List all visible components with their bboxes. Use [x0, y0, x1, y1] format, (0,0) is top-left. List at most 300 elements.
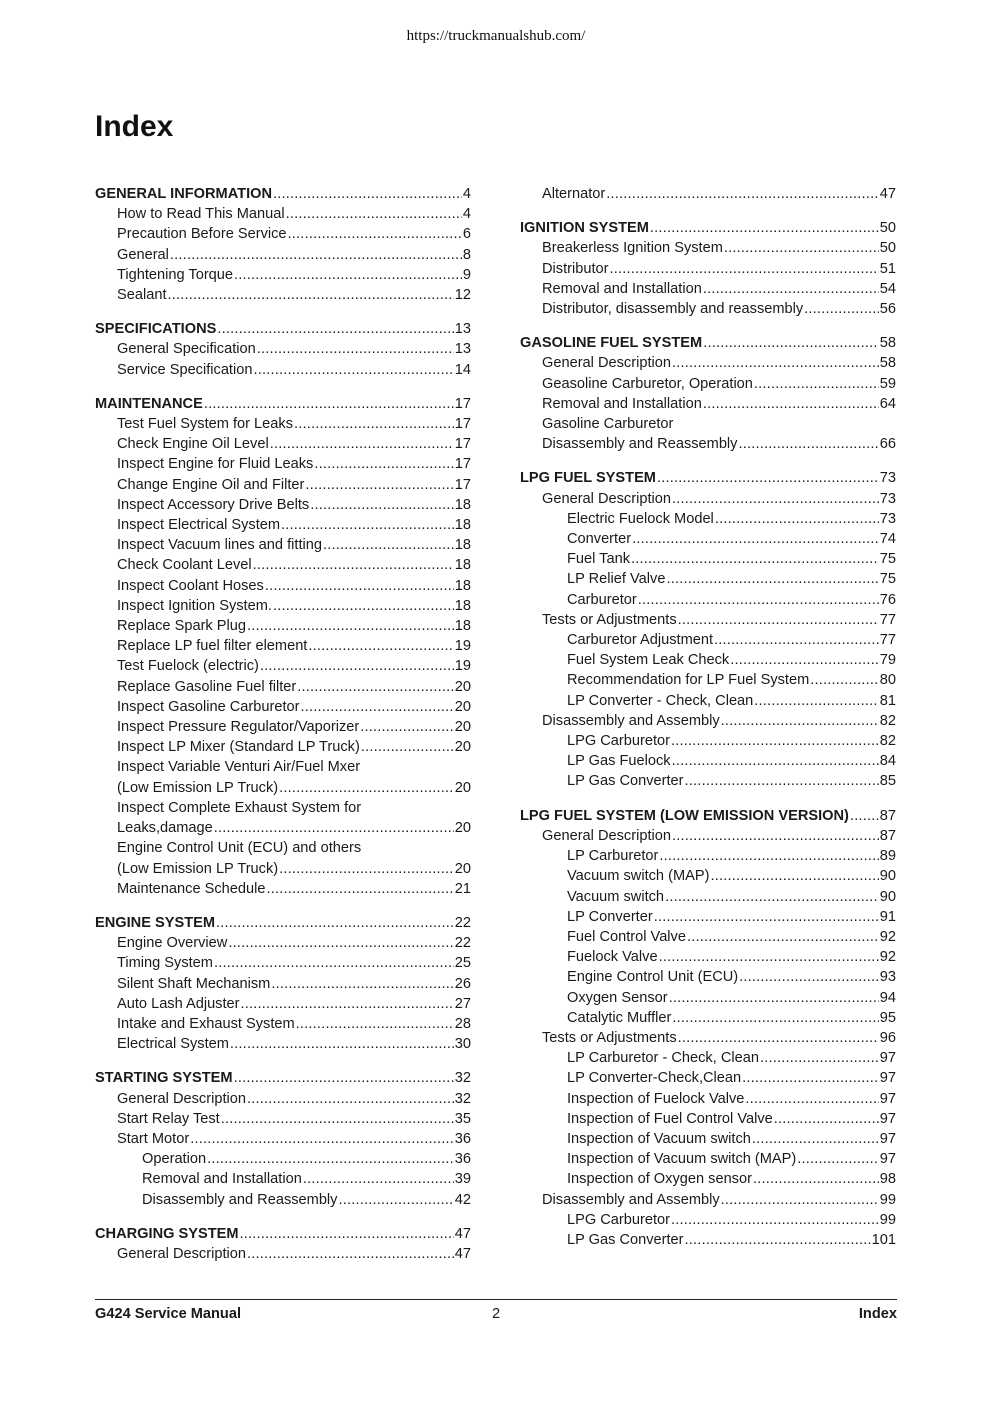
index-entry[interactable] — [95, 933, 471, 953]
index-section-heading[interactable] — [95, 394, 471, 414]
index-entry[interactable] — [95, 224, 471, 244]
entry-label: Fuel System Leak Check — [567, 652, 730, 669]
index-section — [520, 468, 896, 791]
entry-label: Test Fuel System for Leaks — [117, 416, 294, 433]
dot-leader — [265, 576, 454, 596]
index-entry[interactable] — [95, 1129, 471, 1149]
index-entry[interactable] — [95, 535, 471, 555]
entry-label: Auto Lash Adjuster — [117, 995, 240, 1012]
index-entry[interactable] — [520, 1089, 896, 1109]
entry-page-number: 32 — [454, 1090, 471, 1107]
entry-label: LP Converter - Check, Clean — [567, 692, 754, 709]
entry-label: LP Carburetor - Check, Clean — [567, 1050, 759, 1067]
entry-page-number: 73 — [879, 490, 896, 507]
entry-label: Inspect Ignition System. — [117, 597, 272, 614]
entry-label: Removal and Installation — [542, 280, 702, 297]
dot-leader — [241, 994, 454, 1014]
index-entry[interactable] — [95, 339, 471, 359]
dot-leader — [273, 596, 454, 616]
entry-label: Fuel Tank — [567, 551, 631, 568]
index-entry[interactable] — [520, 509, 896, 529]
entry-label: Sealant — [117, 287, 167, 304]
entry-page-number: 20 — [454, 779, 471, 796]
index-entry[interactable] — [520, 630, 896, 650]
index-section — [520, 218, 896, 319]
entry-page-number: 81 — [879, 692, 896, 709]
dot-leader — [310, 495, 454, 515]
index-section — [95, 319, 471, 380]
entry-page-number: 58 — [879, 335, 896, 352]
entry-label: Inspection of Fuelock Valve — [567, 1090, 745, 1107]
entry-label: Change Engine Oil and Filter — [117, 476, 305, 493]
index-entry[interactable] — [520, 927, 896, 947]
index-entry[interactable] — [520, 1048, 896, 1068]
entry-page-number: 35 — [454, 1110, 471, 1127]
entry-page-number: 50 — [879, 220, 896, 237]
dot-leader — [685, 771, 879, 791]
dot-leader — [610, 259, 879, 279]
entry-label: (Low Emission LP Truck) — [117, 779, 279, 796]
index-entry[interactable] — [95, 245, 471, 265]
entry-label: Vacuum switch (MAP) — [567, 868, 710, 885]
index-entry[interactable] — [520, 826, 896, 846]
index-entry[interactable] — [520, 887, 896, 907]
entry-page-number: 19 — [454, 638, 471, 655]
entry-label: Disassembly and Reassembly — [542, 436, 738, 453]
index-entry[interactable] — [520, 489, 896, 509]
dot-leader — [247, 1244, 454, 1264]
entry-label: CHARGING SYSTEM — [95, 1225, 239, 1242]
entry-label: LPG FUEL SYSTEM (LOW EMISSION VERSION) — [520, 807, 849, 824]
entry-page-number: 22 — [454, 914, 471, 931]
index-section-heading[interactable] — [95, 1068, 471, 1088]
index-entry[interactable] — [520, 650, 896, 670]
dot-leader — [170, 245, 462, 265]
dot-leader — [297, 677, 454, 697]
dot-leader — [260, 656, 454, 676]
entry-page-number: 75 — [879, 571, 896, 588]
entry-label: Removal and Installation — [142, 1171, 302, 1188]
index-section-heading[interactable] — [95, 319, 471, 339]
dot-leader — [703, 394, 879, 414]
entry-label: Check Engine Oil Level — [117, 436, 269, 453]
entry-label: MAINTENANCE — [95, 395, 203, 412]
index-entry[interactable] — [95, 1244, 471, 1264]
index-entry[interactable] — [520, 1169, 896, 1189]
index-entry[interactable] — [95, 636, 471, 656]
index-section — [95, 394, 471, 899]
index-entry[interactable] — [520, 1008, 896, 1028]
entry-page-number: 82 — [879, 733, 896, 750]
dot-leader — [657, 468, 879, 488]
dot-leader — [745, 1089, 878, 1109]
index-section-heading[interactable] — [520, 333, 896, 353]
entry-page-number: 85 — [879, 773, 896, 790]
entry-page-number: 92 — [879, 949, 896, 966]
index-entry[interactable] — [520, 374, 896, 394]
entry-label: GENERAL INFORMATION — [95, 186, 273, 202]
entry-page-number: 96 — [879, 1029, 896, 1046]
entry-label: Vacuum switch — [567, 888, 665, 905]
index-entry[interactable] — [520, 1230, 896, 1250]
entry-page-number: 90 — [879, 868, 896, 885]
index-entry[interactable] — [95, 677, 471, 697]
entry-label: Converter — [567, 531, 632, 548]
entry-label: Distributor — [542, 260, 609, 277]
entry-page-number: 51 — [879, 260, 896, 277]
index-section-heading[interactable] — [95, 1224, 471, 1244]
index-entry[interactable] — [95, 838, 471, 858]
index-entry[interactable] — [520, 529, 896, 549]
index-section — [520, 333, 896, 454]
dot-leader — [360, 717, 454, 737]
dot-leader — [204, 394, 454, 414]
index-entry[interactable] — [520, 394, 896, 414]
index-entry[interactable] — [520, 279, 896, 299]
index-entry[interactable] — [520, 1129, 896, 1149]
entry-label: LP Converter-Check,Clean — [567, 1070, 742, 1087]
index-entry[interactable] — [520, 353, 896, 373]
dot-leader — [221, 1109, 454, 1129]
dot-leader — [230, 1034, 454, 1054]
index-entry[interactable] — [95, 1149, 471, 1169]
entry-page-number: 97 — [879, 1151, 896, 1168]
dot-leader — [671, 1210, 879, 1230]
entry-label: LPG FUEL SYSTEM — [520, 470, 656, 487]
dot-leader — [338, 1190, 453, 1210]
entry-label: Geasoline Carburetor, Operation — [542, 375, 753, 392]
index-entry[interactable] — [95, 576, 471, 596]
dot-leader — [804, 299, 879, 319]
entry-page-number: 39 — [454, 1171, 471, 1188]
index-entry[interactable] — [520, 1149, 896, 1169]
entry-label: Distributor, disassembly and reassembly — [542, 301, 804, 318]
entry-page-number: 82 — [879, 712, 896, 729]
entry-page-number: 97 — [879, 1110, 896, 1127]
dot-leader — [774, 1109, 879, 1129]
index-entry[interactable] — [95, 697, 471, 717]
dot-leader — [271, 974, 453, 994]
footer-manual-title: G424 Service Manual — [95, 1306, 242, 1322]
entry-label: Recommendation for LP Fuel System — [567, 672, 810, 689]
index-entry[interactable] — [95, 1089, 471, 1109]
dot-leader — [810, 670, 879, 690]
index-section-heading[interactable] — [520, 806, 896, 826]
entry-label: Disassembly and Reassembly — [142, 1191, 338, 1208]
entry-label: General Description — [542, 355, 671, 372]
entry-page-number: 4 — [462, 186, 471, 202]
index-entry[interactable] — [95, 285, 471, 305]
entry-page-number: 58 — [879, 355, 896, 372]
entry-label: Carburetor Adjustment — [567, 632, 714, 649]
entry-label: Alternator — [542, 186, 606, 202]
page-title: Index — [95, 110, 174, 143]
dot-leader — [301, 697, 454, 717]
entry-page-number: 73 — [879, 470, 896, 487]
dot-leader — [217, 319, 453, 339]
index-entry[interactable] — [520, 1028, 896, 1048]
index-entry[interactable] — [520, 434, 896, 454]
index-entry[interactable] — [95, 616, 471, 636]
index-section-heading[interactable] — [95, 913, 471, 933]
index-entry[interactable] — [95, 1190, 471, 1210]
index-entry[interactable] — [520, 1210, 896, 1230]
index-entry[interactable] — [520, 691, 896, 711]
dot-leader — [207, 1149, 454, 1169]
index-entry[interactable] — [520, 731, 896, 751]
dot-leader — [190, 1129, 454, 1149]
entry-page-number: 8 — [462, 246, 471, 263]
index-entry[interactable] — [520, 184, 896, 204]
entry-page-number: 101 — [871, 1231, 896, 1248]
entry-label: Precaution Before Service — [117, 226, 287, 243]
index-entry[interactable] — [520, 988, 896, 1008]
entry-label: Fuel Control Valve — [567, 928, 686, 945]
dot-leader — [273, 184, 462, 204]
dot-leader — [760, 1048, 879, 1068]
entry-page-number: 87 — [879, 827, 896, 844]
dot-leader — [654, 907, 879, 927]
index-entry[interactable] — [95, 495, 471, 515]
index-entry[interactable] — [520, 414, 896, 434]
footer-divider — [95, 1299, 897, 1300]
entry-label: Breakerless Ignition System — [542, 240, 723, 257]
index-entry[interactable] — [520, 866, 896, 886]
entry-page-number: 17 — [454, 416, 471, 433]
dot-leader — [247, 616, 454, 636]
index-entry[interactable] — [95, 717, 471, 737]
index-entry[interactable] — [95, 994, 471, 1014]
source-url[interactable]: https://truckmanualshub.com/ — [406, 28, 586, 44]
dot-leader — [669, 988, 879, 1008]
entry-page-number: 20 — [454, 678, 471, 695]
index-entry[interactable] — [95, 204, 471, 224]
index-entry[interactable] — [520, 947, 896, 967]
index-section — [95, 1068, 471, 1209]
dot-leader — [308, 636, 453, 656]
index-entry[interactable] — [95, 974, 471, 994]
dot-leader — [288, 224, 462, 244]
index-entry[interactable] — [95, 360, 471, 380]
index-entry[interactable] — [95, 656, 471, 676]
dot-leader — [672, 353, 879, 373]
entry-page-number: 50 — [879, 240, 896, 257]
index-entry[interactable] — [520, 907, 896, 927]
entry-label: Engine Control Unit (ECU) — [567, 969, 739, 986]
index-entry[interactable] — [95, 859, 471, 879]
index-entry[interactable] — [520, 1068, 896, 1088]
entry-page-number: 18 — [454, 557, 471, 574]
index-entry[interactable] — [520, 569, 896, 589]
index-entry[interactable] — [520, 259, 896, 279]
entry-page-number: 36 — [454, 1130, 471, 1147]
entry-label: Inspect Variable Venturi Air/Fuel Mxer — [117, 759, 361, 776]
entry-page-number: 79 — [879, 652, 896, 669]
index-entry[interactable] — [95, 1014, 471, 1034]
dot-leader — [672, 1008, 878, 1028]
entry-label: General Description — [542, 827, 671, 844]
entry-label: Catalytic Muffler — [567, 1009, 672, 1026]
entry-page-number: 17 — [454, 456, 471, 473]
entry-label: Inspect Pressure Regulator/Vaporizer — [117, 719, 360, 736]
dot-leader — [234, 1068, 454, 1088]
footer-page-number: 2 — [491, 1306, 501, 1322]
dot-leader — [214, 953, 454, 973]
entry-page-number: 56 — [879, 301, 896, 318]
index-entry[interactable] — [520, 751, 896, 771]
index-entry[interactable] — [95, 475, 471, 495]
entry-page-number: 76 — [879, 591, 896, 608]
index-section-heading[interactable] — [520, 218, 896, 238]
index-section — [95, 913, 471, 1054]
index-entry[interactable] — [95, 778, 471, 798]
entry-page-number: 13 — [454, 341, 471, 358]
entry-page-number: 20 — [454, 719, 471, 736]
index-entry[interactable] — [520, 771, 896, 791]
index-entry[interactable] — [520, 1109, 896, 1129]
index-entry[interactable] — [95, 953, 471, 973]
entry-page-number: 91 — [879, 908, 896, 925]
index-section-heading[interactable] — [95, 184, 471, 204]
dot-leader — [754, 691, 878, 711]
entry-page-number: 28 — [454, 1015, 471, 1032]
index-entry[interactable] — [520, 549, 896, 569]
entry-label: Disassembly and Assembly — [542, 1191, 720, 1208]
entry-label: IGNITION SYSTEM — [520, 220, 649, 237]
entry-label: General Description — [117, 1090, 246, 1107]
dot-leader — [659, 947, 879, 967]
entry-label: Service Specification — [117, 361, 253, 378]
dot-leader — [228, 933, 453, 953]
dot-leader — [672, 826, 879, 846]
entry-label: Removal and Installation — [542, 395, 702, 412]
entry-label: General Description — [542, 490, 671, 507]
entry-label: Inspect Gasoline Carburetor — [117, 698, 300, 715]
index-entry[interactable] — [95, 434, 471, 454]
dot-leader — [247, 1089, 454, 1109]
index-section-heading[interactable] — [520, 468, 896, 488]
entry-label: Oxygen Sensor — [567, 989, 668, 1006]
entry-page-number: 20 — [454, 698, 471, 715]
entry-label: Replace LP fuel filter element — [117, 638, 308, 655]
index-entry[interactable] — [520, 299, 896, 319]
dot-leader — [672, 751, 879, 771]
index-entry[interactable] — [520, 711, 896, 731]
index-entry[interactable] — [95, 798, 471, 818]
dot-leader — [294, 414, 454, 434]
entry-page-number: 36 — [454, 1151, 471, 1168]
dot-leader — [665, 887, 879, 907]
entry-page-number: 77 — [879, 632, 896, 649]
dot-leader — [721, 711, 879, 731]
dot-leader — [314, 454, 453, 474]
index-entry[interactable] — [95, 454, 471, 474]
index-entry[interactable] — [95, 265, 471, 285]
entry-page-number: 18 — [454, 517, 471, 534]
index-entry[interactable] — [520, 590, 896, 610]
entry-label: Maintenance Schedule — [117, 880, 266, 897]
entry-label: Inspection of Vacuum switch — [567, 1130, 751, 1147]
entry-page-number: 20 — [454, 860, 471, 877]
index-entry[interactable] — [95, 1109, 471, 1129]
entry-page-number: 13 — [454, 321, 471, 338]
entry-label: How to Read This Manual — [117, 206, 285, 223]
index-entry[interactable] — [520, 967, 896, 987]
index-entry[interactable] — [95, 596, 471, 616]
entry-page-number: 97 — [879, 1130, 896, 1147]
entry-label: Inspect Electrical System — [117, 517, 281, 534]
index-entry[interactable] — [95, 737, 471, 757]
entry-label: LPG Carburetor — [567, 733, 671, 750]
entry-page-number: 99 — [879, 1211, 896, 1228]
entry-label: Replace Gasoline Fuel filter — [117, 678, 297, 695]
entry-label: Inspect Engine for Fluid Leaks — [117, 456, 314, 473]
entry-label: LP Relief Valve — [567, 571, 666, 588]
dot-leader — [721, 1190, 879, 1210]
index-entry[interactable] — [95, 1034, 471, 1054]
entry-page-number: 17 — [454, 436, 471, 453]
index-entry[interactable] — [95, 1169, 471, 1189]
dot-leader — [659, 846, 878, 866]
index-entry[interactable] — [95, 515, 471, 535]
entry-label: Inspect Vacuum lines and fitting — [117, 537, 322, 554]
entry-label: Check Coolant Level — [117, 557, 252, 574]
entry-label: Replace Spark Plug — [117, 618, 246, 635]
entry-page-number: 18 — [454, 577, 471, 594]
dot-leader — [752, 1129, 879, 1149]
entry-label: Start Motor — [117, 1130, 190, 1147]
dot-leader — [666, 569, 878, 589]
dot-leader — [797, 1149, 879, 1169]
entry-label: Carburetor — [567, 591, 637, 608]
index-entry[interactable] — [95, 879, 471, 899]
dot-leader — [685, 1230, 871, 1250]
entry-label: (Low Emission LP Truck) — [117, 860, 279, 877]
entry-page-number: 4 — [462, 206, 471, 223]
entry-label: Leaks,damage — [117, 820, 213, 837]
entry-label: Inspection of Fuel Control Valve — [567, 1110, 773, 1127]
entry-label: Intake and Exhaust System — [117, 1015, 295, 1032]
entry-page-number: 80 — [879, 672, 896, 689]
index-entry[interactable] — [95, 555, 471, 575]
index-entry[interactable] — [95, 757, 471, 777]
index-entry[interactable] — [95, 414, 471, 434]
entry-page-number: 9 — [462, 266, 471, 283]
entry-page-number: 89 — [879, 848, 896, 865]
entry-label: Inspect Accessory Drive Belts — [117, 496, 310, 513]
index-entry[interactable] — [520, 846, 896, 866]
entry-page-number: 18 — [454, 618, 471, 635]
index-entry[interactable] — [520, 238, 896, 258]
entry-label: LP Gas Converter — [567, 1231, 684, 1248]
entry-page-number: 77 — [879, 611, 896, 628]
index-entry[interactable] — [520, 670, 896, 690]
entry-page-number: 25 — [454, 955, 471, 972]
entry-page-number: 94 — [879, 989, 896, 1006]
entry-page-number: 26 — [454, 975, 471, 992]
index-column-left — [95, 184, 471, 1278]
index-entry[interactable] — [520, 610, 896, 630]
entry-page-number: 75 — [879, 551, 896, 568]
entry-label: LP Gas Fuelock — [567, 753, 671, 770]
entry-label: Tightening Torque — [117, 266, 234, 283]
entry-label: LPG Carburetor — [567, 1211, 671, 1228]
index-entry[interactable] — [520, 1190, 896, 1210]
index-entry[interactable] — [95, 818, 471, 838]
dot-leader — [168, 285, 454, 305]
dot-leader — [703, 279, 879, 299]
entry-page-number: 54 — [879, 280, 896, 297]
